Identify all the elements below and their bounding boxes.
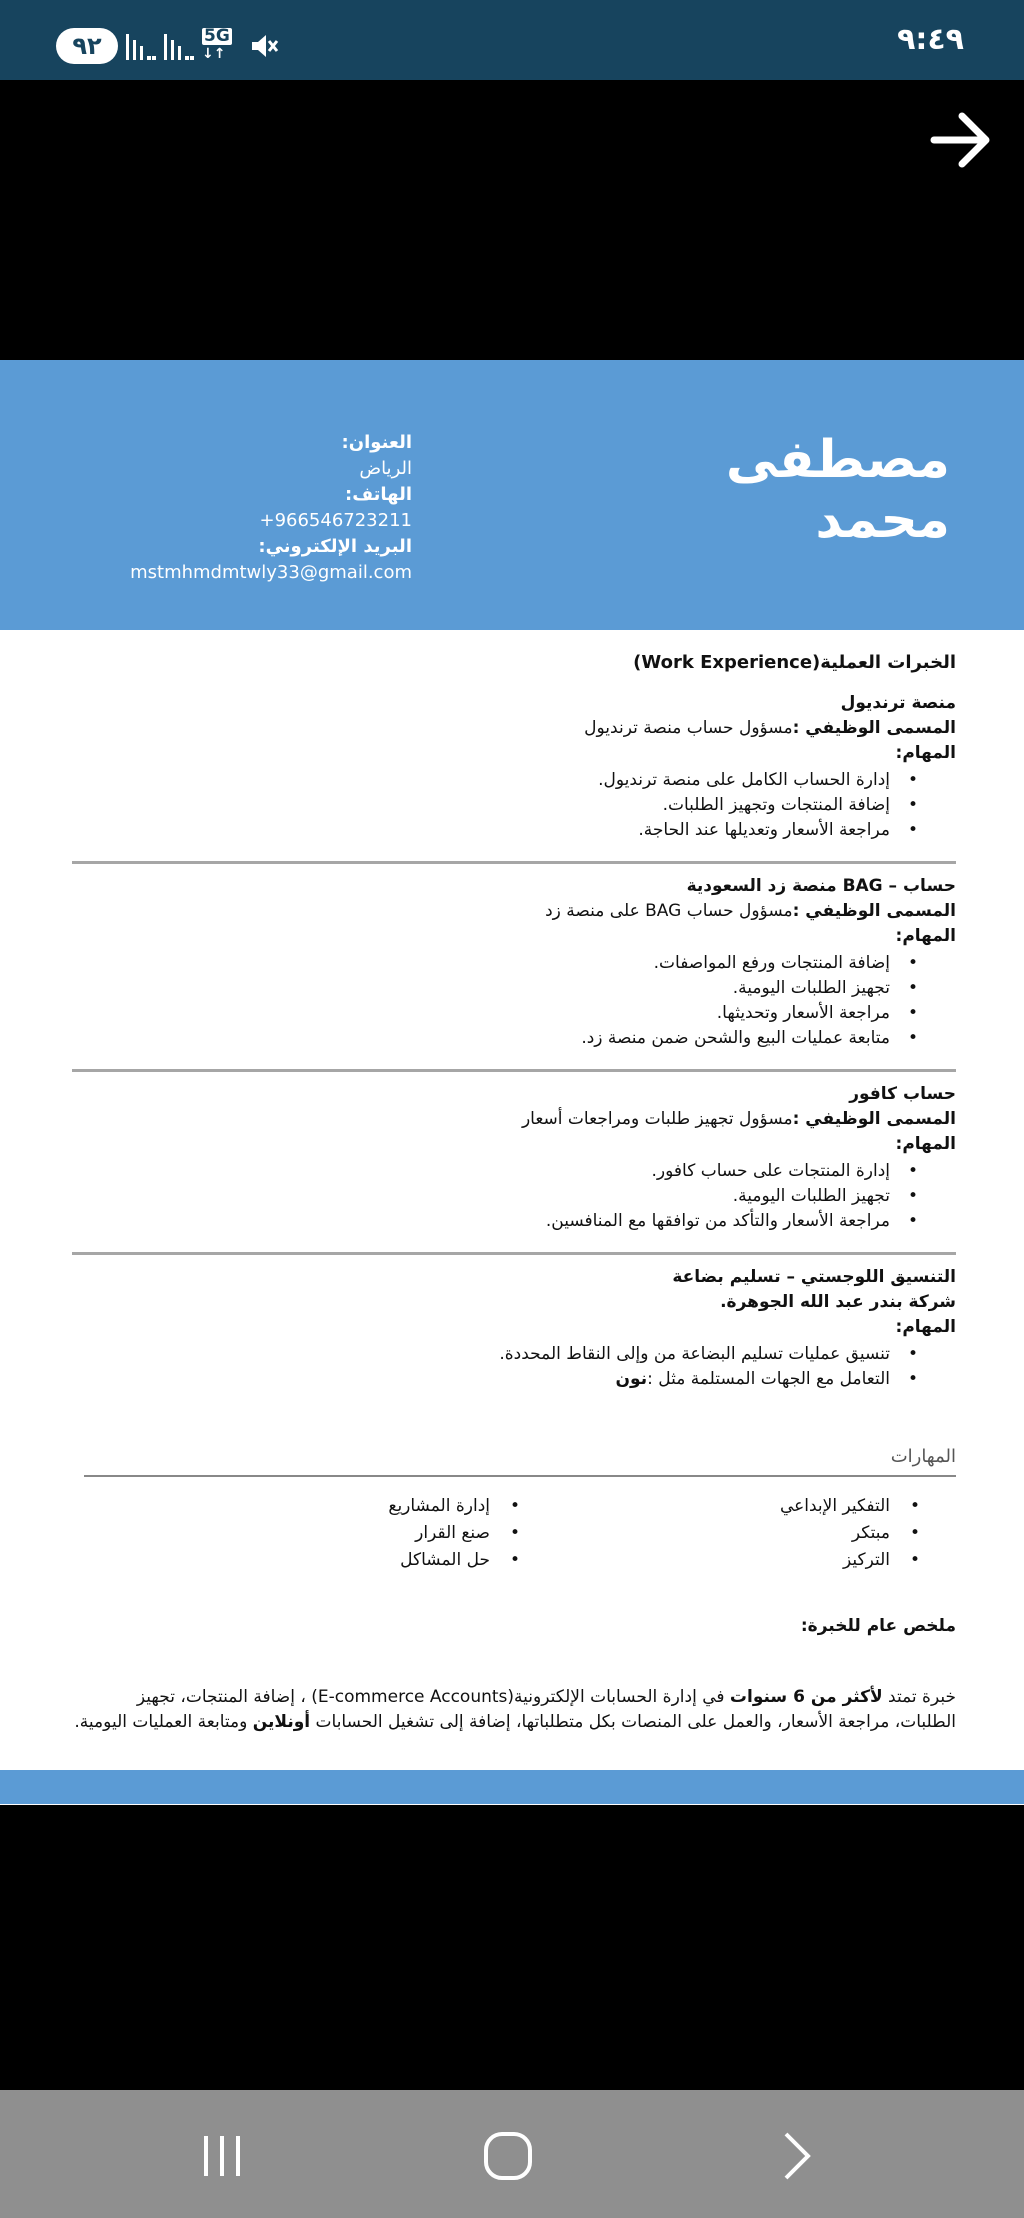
tasks-label: المهام:	[895, 1134, 956, 1154]
email-value: mstmhmdmtwly33@gmail.com	[130, 562, 412, 583]
list-item: • صنع القرار	[156, 1520, 520, 1547]
job-entry	[72, 1263, 956, 1404]
job-title: التنسيق اللوجستي – تسليم بضاعة	[672, 1267, 956, 1287]
list-item: • تنسيق عمليات تسليم البضاعة من وإلى النقاط المحددة.	[72, 1342, 918, 1367]
battery-indicator: ٩٢	[56, 28, 118, 64]
status-bar	[0, 0, 1024, 80]
list-item: • التركيز	[556, 1547, 920, 1574]
skills-title: المهارات	[84, 1444, 956, 1477]
list-item: • حل المشاكل	[156, 1547, 520, 1574]
list-item: • إضافة المنتجات ورفع المواصفات.	[72, 951, 918, 976]
job-role: المسمى الوظيفي :مسؤول حساب منصة ترنديول	[584, 718, 956, 738]
address-label: العنوان:	[341, 432, 412, 453]
resume-body	[72, 640, 956, 1735]
skills-grid	[72, 1493, 956, 1574]
arrow-right-icon[interactable]	[926, 104, 998, 176]
job-entry	[72, 872, 956, 1063]
email-label: البريد الإلكتروني:	[258, 536, 412, 557]
divider	[72, 861, 956, 864]
list-item: • تجهيز الطلبات اليومية.	[72, 1184, 918, 1209]
list-item: • مبتكر	[556, 1520, 920, 1547]
list-item: • إدارة الحساب الكامل على منصة ترنديول.	[72, 768, 918, 793]
experience-title: الخبرات العملية(Work Experience)	[633, 652, 956, 673]
tasks-label: المهام:	[895, 743, 956, 763]
home-icon[interactable]	[478, 2126, 538, 2186]
tasks-label: المهام:	[895, 926, 956, 946]
resume-name: مصطفى محمد	[725, 430, 950, 550]
list-item: • مراجعة الأسعار والتأكد من توافقها مع المنافسين.	[72, 1209, 918, 1234]
contact-info	[100, 430, 412, 586]
list-item: • إضافة المنتجات وتجهيز الطلبات.	[72, 793, 918, 818]
list-item: • التفكير الإبداعي	[556, 1493, 920, 1520]
job-entry	[72, 1080, 956, 1246]
summary-title: ملخص عام للخبرة:	[800, 1616, 956, 1636]
address-value: الرياض	[359, 458, 412, 479]
skills-column	[156, 1493, 556, 1574]
company-name: شركة بندر عبد الله الجوهرة.	[720, 1292, 956, 1312]
resume-header	[0, 360, 1024, 630]
skills-column	[556, 1493, 956, 1574]
job-title: حساب كافور	[849, 1084, 956, 1104]
list-item: • التعامل مع الجهات المستلمة مثل :نون	[72, 1367, 918, 1392]
phone-label: الهاتف:	[345, 484, 412, 505]
job-entry	[72, 689, 956, 855]
task-list	[72, 951, 918, 1051]
tasks-label: المهام:	[895, 1317, 956, 1337]
summary-text: خبرة تمتد لأكثر من 6 سنوات في إدارة الحسابات الإلكترونية(E-commerce Accounts) ، إضافة المنتجات، تجهيز الطلبات، مراجعة الأسعار، والعمل على المنصات بكل متطلباتها، إضافة إلى تشغيل الحسابات أونلاين ومتابعة العمليات اليومية.	[74, 1687, 956, 1732]
navigation-bar	[0, 2090, 1024, 2218]
list-item: • إدارة المنتجات على حساب كافور.	[72, 1159, 918, 1184]
job-title: منصة ترنديول	[840, 693, 956, 713]
list-item: • إدارة المشاريع	[156, 1493, 520, 1520]
signal-icon	[164, 30, 194, 62]
task-list	[72, 768, 918, 843]
job-title: حساب – BAG منصة زد السعودية	[686, 876, 956, 896]
back-icon[interactable]	[766, 2126, 826, 2186]
resume-document	[0, 360, 1024, 1805]
task-list	[72, 1342, 918, 1392]
list-item: • متابعة عمليات البيع والشحن ضمن منصة زد.	[72, 1026, 918, 1051]
list-item: • تجهيز الطلبات اليومية.	[72, 976, 918, 1001]
job-role: المسمى الوظيفي :مسؤول تجهيز طلبات ومراجعات أسعار	[521, 1109, 956, 1129]
signal-icon	[126, 30, 156, 62]
resume-footer	[0, 1770, 1024, 1804]
task-list	[72, 1159, 918, 1234]
mute-icon	[248, 30, 280, 62]
divider	[72, 1252, 956, 1255]
recent-apps-icon[interactable]	[192, 2126, 252, 2186]
list-item: • مراجعة الأسعار وتحديثها.	[72, 1001, 918, 1026]
clock: ٩:٤٩	[897, 22, 964, 57]
divider	[72, 1069, 956, 1072]
job-role: المسمى الوظيفي :مسؤول حساب BAG على منصة زد	[545, 901, 956, 921]
phone-value: +966546723211	[259, 510, 412, 531]
list-item: • مراجعة الأسعار وتعديلها عند الحاجة.	[72, 818, 918, 843]
5g-icon: 5G ↓↑	[202, 26, 230, 62]
